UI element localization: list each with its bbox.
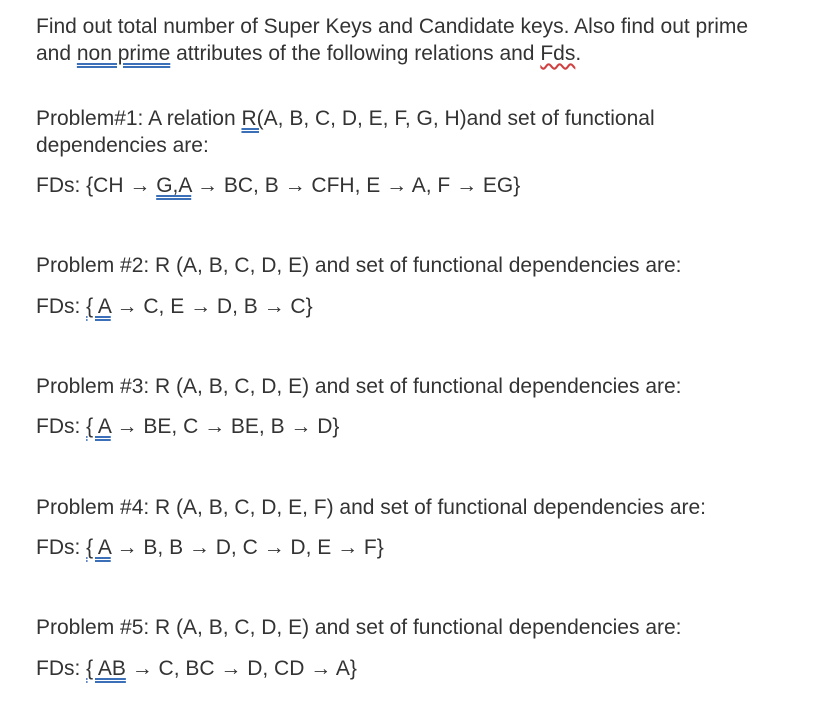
grammar-marked-word: G,A bbox=[156, 174, 192, 197]
fds-text: → C, BC → D, CD → A} bbox=[125, 657, 357, 680]
fds-text: FDs: bbox=[36, 657, 87, 680]
fds-text: → B, B → D, C → D, E → F} bbox=[110, 536, 384, 559]
intro-text: and bbox=[36, 42, 77, 65]
problem-5-title bbox=[36, 614, 682, 641]
fds-text: → C, E → D, B → C} bbox=[110, 295, 313, 318]
fds-text: → BE, C → BE, B → D} bbox=[110, 415, 340, 438]
intro-text: attributes of the following relations and bbox=[170, 42, 541, 65]
problem-1-fds bbox=[36, 172, 520, 199]
problem-title-text: dependencies are: bbox=[36, 134, 209, 157]
problem-title-text: A, B, C, D, E, F, G, H)and set of functional bbox=[263, 107, 655, 130]
grammar-marked-word: non prime bbox=[76, 42, 171, 65]
grammar-marked-word: R( bbox=[241, 107, 264, 130]
grammar-marked-word: { A bbox=[86, 536, 111, 559]
problem-title-text: Problem #4: R (A, B, C, D, E, F) and set of functional dependencies are: bbox=[36, 496, 707, 519]
fds-text: FDs: bbox=[36, 415, 87, 438]
problem-2-title bbox=[36, 252, 682, 279]
fds-text: FDs: bbox=[36, 295, 87, 318]
spelling-marked-word: Fds bbox=[540, 42, 576, 65]
fds-text: FDs: {CH → bbox=[36, 174, 157, 197]
problem-5-fds bbox=[36, 655, 357, 682]
intro-text: . bbox=[575, 42, 582, 65]
fds-text: FDs: bbox=[36, 536, 87, 559]
intro-line-2 bbox=[36, 40, 581, 67]
problem-title-text: Problem #5: R (A, B, C, D, E) and set of functional dependencies are: bbox=[36, 616, 682, 639]
problem-2-fds bbox=[36, 293, 313, 320]
problem-3-fds bbox=[36, 413, 339, 440]
fds-text: → BC, B → CFH, E → A, F → EG} bbox=[191, 174, 521, 197]
problem-4-fds bbox=[36, 534, 384, 561]
intro-line-1 bbox=[36, 13, 748, 40]
problem-title-text: Problem #3: R (A, B, C, D, E) and set of functional dependencies are: bbox=[36, 375, 682, 398]
problem-title-text: Problem #2: R (A, B, C, D, E) and set of functional dependencies are: bbox=[36, 254, 682, 277]
grammar-marked-word: { A bbox=[86, 415, 111, 438]
problem-4-title bbox=[36, 494, 706, 521]
problem-1-title bbox=[36, 105, 655, 132]
grammar-marked-word: { A bbox=[86, 295, 111, 318]
grammar-marked-word: { AB bbox=[86, 657, 126, 680]
problem-3-title bbox=[36, 373, 682, 400]
intro-text: Find out total number of Super Keys and Candidate keys. Also find out prime bbox=[36, 15, 749, 38]
problem-title-text: Problem#1: A relation bbox=[36, 107, 242, 130]
problem-1-title-line-2 bbox=[36, 132, 209, 159]
